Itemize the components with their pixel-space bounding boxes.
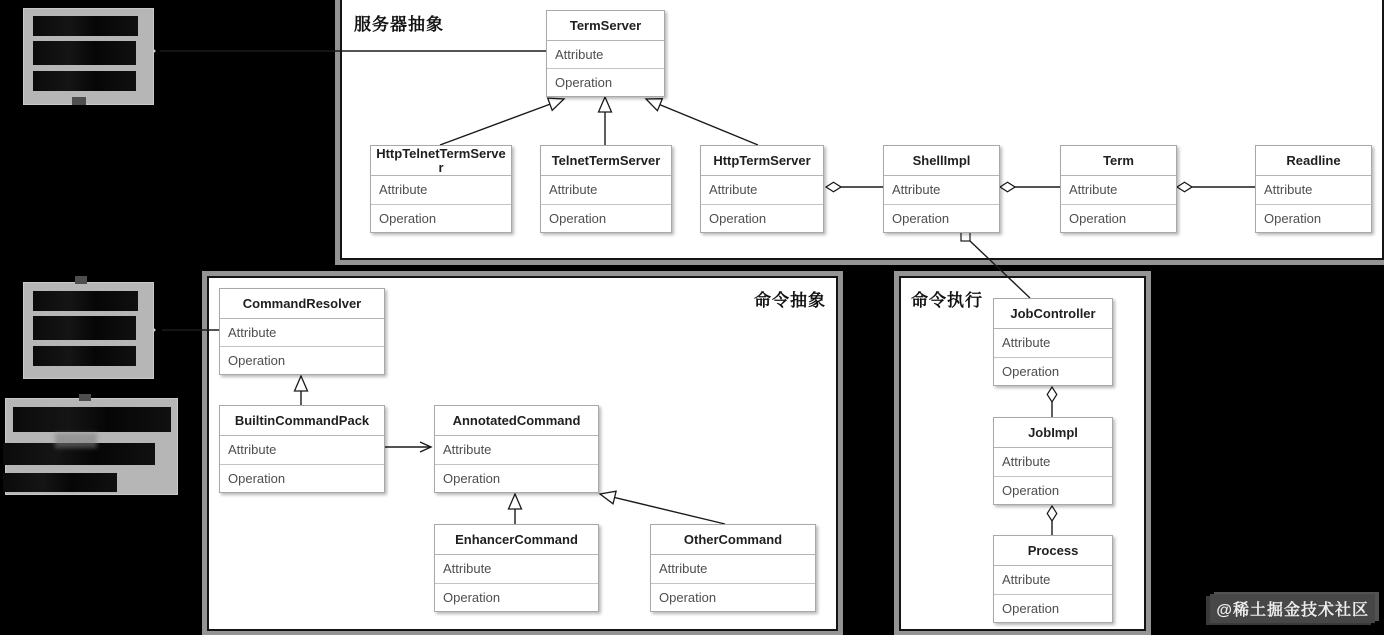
class-commandresolver-operation: Operation: [220, 346, 384, 374]
class-telnettermserver-name: TelnetTermServer: [541, 146, 671, 176]
class-term-attribute: Attribute: [1069, 182, 1118, 198]
redacted-connector-nub: [75, 276, 87, 284]
redacted-attribute-row: [33, 41, 136, 65]
redacted-class-box-1: [23, 8, 154, 105]
class-commandresolver-name: CommandResolver: [220, 289, 384, 319]
class-termserver-operation: Operation: [547, 68, 664, 96]
class-commandresolver: [219, 288, 385, 375]
class-enhancercommand-name: EnhancerCommand: [435, 525, 598, 555]
class-builtincommandpack-operation: Operation: [220, 464, 384, 493]
class-jobimpl-operation: Operation: [994, 476, 1112, 505]
panel-title-command-abstraction: 命令抽象: [754, 291, 826, 310]
redacted-operation-row: [33, 71, 136, 91]
class-term-operation: Operation: [1061, 204, 1176, 233]
class-enhancercommand-attribute: Attribute: [443, 561, 492, 577]
class-builtincommandpack-name: BuiltinCommandPack: [220, 406, 384, 436]
class-shellimpl-operation: Operation: [884, 204, 999, 233]
class-jobcontroller-name: JobController: [994, 299, 1112, 329]
class-httptelnettermserver: [370, 145, 512, 233]
class-commandresolver-attribute: Attribute: [228, 325, 277, 340]
watermark: @稀土掘金技术社区: [1210, 594, 1375, 623]
class-process: [993, 535, 1113, 623]
panel-title-server-abstraction: 服务器抽象: [354, 15, 444, 34]
class-httptermserver-name: HttpTermServer: [701, 146, 823, 176]
class-telnettermserver-attribute: Attribute: [549, 182, 598, 198]
class-termserver-name: TermServer: [547, 11, 664, 41]
panel-title-command-execution: 命令执行: [911, 291, 983, 310]
class-annotatedcommand-name: AnnotatedCommand: [435, 406, 598, 436]
class-process-attribute: Attribute: [1002, 572, 1051, 588]
class-othercommand-attribute: Attribute: [659, 561, 708, 577]
redacted-smudge: [55, 433, 97, 448]
redacted-class-box-2: [23, 282, 154, 379]
redacted-title-row: [33, 291, 138, 311]
redacted-connector-nub: [72, 97, 86, 105]
class-annotatedcommand-attribute: Attribute: [443, 442, 492, 458]
class-jobcontroller: [993, 298, 1113, 386]
class-shellimpl-attribute: Attribute: [892, 182, 941, 198]
class-termserver-attribute: Attribute: [555, 47, 604, 62]
class-annotatedcommand: [434, 405, 599, 493]
class-readline-attribute: Attribute: [1264, 182, 1313, 198]
redacted-attribute-row: [33, 316, 136, 340]
class-term: [1060, 145, 1177, 233]
class-telnettermserver-operation: Operation: [541, 204, 671, 233]
class-shellimpl: [883, 145, 1000, 233]
class-readline: [1255, 145, 1372, 233]
class-jobcontroller-operation: Operation: [994, 357, 1112, 386]
class-jobcontroller-attribute: Attribute: [1002, 335, 1051, 351]
redacted-operation-row: [3, 473, 117, 492]
class-process-operation: Operation: [994, 594, 1112, 623]
class-httptelnettermserver-attribute: Attribute: [379, 182, 428, 198]
class-httptelnettermserver-name: HttpTelnetTermServer: [371, 146, 511, 176]
class-othercommand-name: OtherCommand: [651, 525, 815, 555]
class-jobimpl-attribute: Attribute: [1002, 454, 1051, 470]
class-httptermserver: [700, 145, 824, 233]
class-enhancercommand-operation: Operation: [435, 583, 598, 612]
class-enhancercommand: [434, 524, 599, 612]
class-readline-name: Readline: [1256, 146, 1371, 176]
class-othercommand-operation: Operation: [651, 583, 815, 612]
class-httptermserver-operation: Operation: [701, 204, 823, 233]
class-readline-operation: Operation: [1256, 204, 1371, 233]
class-jobimpl-name: JobImpl: [994, 418, 1112, 448]
redacted-title-row: [33, 16, 138, 36]
class-telnettermserver: [540, 145, 672, 233]
class-builtincommandpack: [219, 405, 385, 493]
class-termserver: [546, 10, 665, 97]
class-othercommand: [650, 524, 816, 612]
class-httptelnettermserver-operation: Operation: [371, 204, 511, 233]
redacted-title-row: [13, 407, 171, 432]
redacted-connector-nub: [79, 394, 91, 401]
class-term-name: Term: [1061, 146, 1176, 176]
class-jobimpl: [993, 417, 1113, 505]
class-shellimpl-name: ShellImpl: [884, 146, 999, 176]
class-httptermserver-attribute: Attribute: [709, 182, 758, 198]
redacted-operation-row: [33, 346, 136, 366]
class-process-name: Process: [994, 536, 1112, 566]
class-annotatedcommand-operation: Operation: [435, 464, 598, 493]
class-builtincommandpack-attribute: Attribute: [228, 442, 277, 458]
